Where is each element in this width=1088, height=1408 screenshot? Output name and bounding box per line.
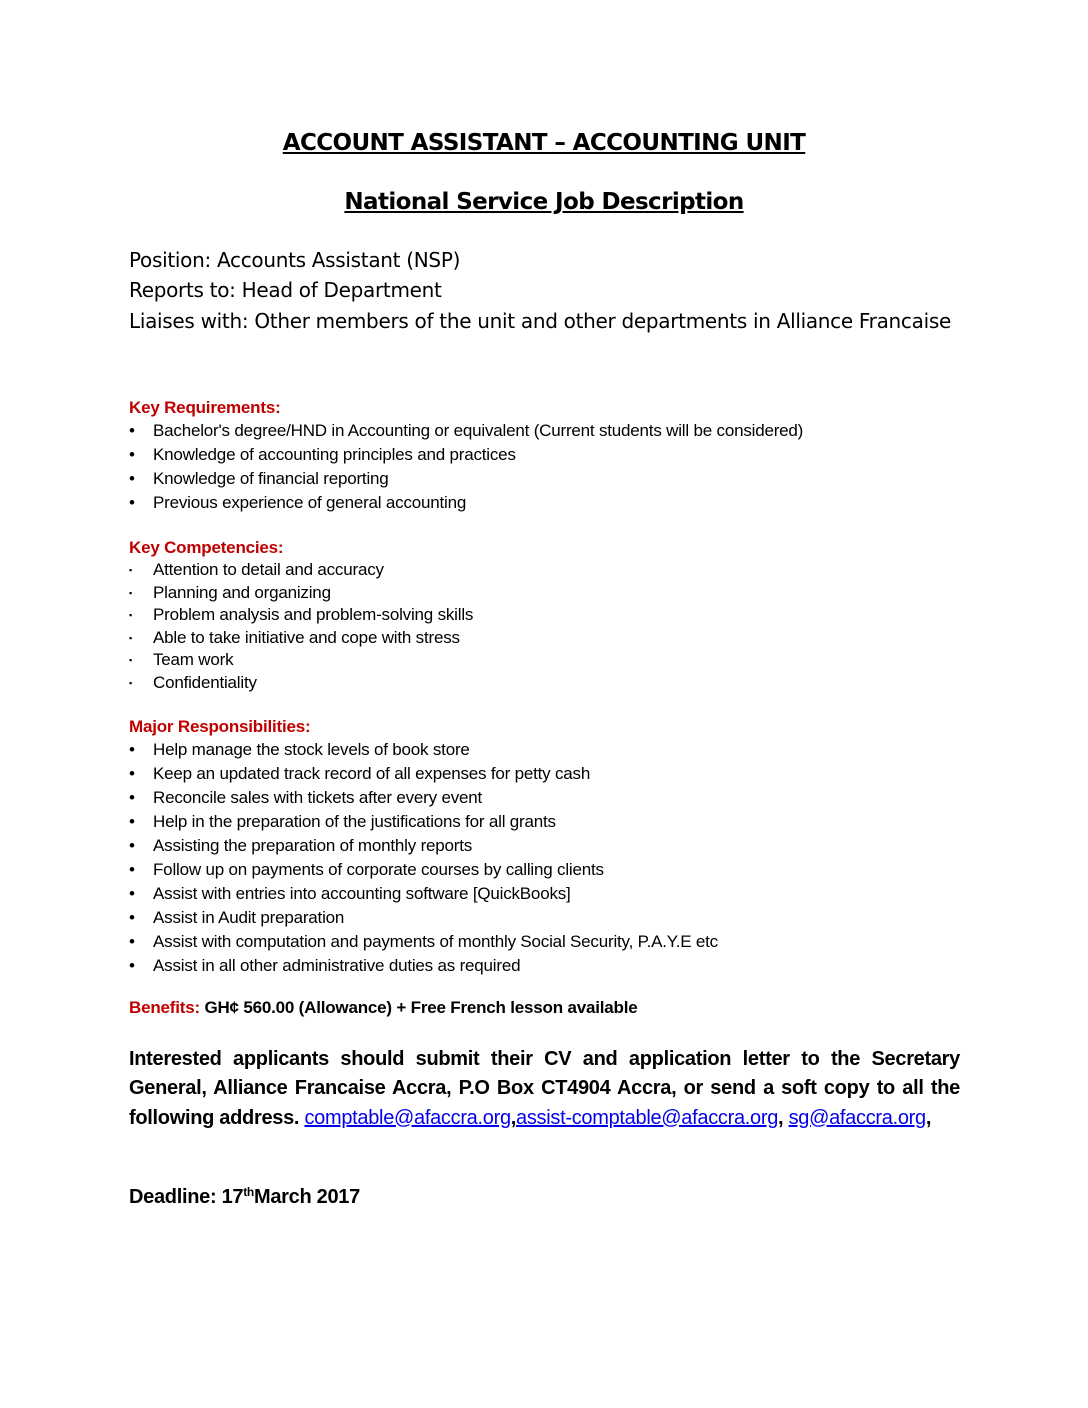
- list-item: ▪ Confidentiality: [129, 672, 960, 695]
- bullet-icon: •: [129, 812, 135, 831]
- competencies-heading: Key Competencies:: [129, 538, 284, 557]
- square-bullet-icon: ▪: [129, 587, 132, 598]
- email-link-assist-comptable[interactable]: assist-comptable@afaccra.org: [516, 1106, 779, 1129]
- list-item: • Bachelor's degree/HND in Accounting or equivalent (Current students will be considered): [129, 419, 960, 443]
- bullet-icon: •: [129, 445, 135, 464]
- list-item: ▪ Team work: [129, 649, 960, 672]
- square-bullet-icon: ▪: [129, 632, 132, 643]
- competencies-list: [129, 559, 960, 695]
- page-title: ACCOUNT ASSISTANT – ACCOUNTING UNIT: [282, 130, 806, 156]
- list-item: • Assist in Audit preparation: [129, 906, 960, 930]
- list-item: • Assist in all other administrative duties as required: [129, 954, 960, 978]
- list-item: • Previous experience of general accounting: [129, 491, 960, 515]
- list-item: ▪ Attention to detail and accuracy: [129, 559, 960, 582]
- bullet-icon: •: [129, 764, 135, 783]
- square-bullet-icon: ▪: [129, 565, 132, 575]
- position-line: Position: Accounts Assistant (NSP): [129, 248, 461, 272]
- list-item: • Assist with computation and payments of monthly Social Security, P.A.Y.E etc: [129, 930, 960, 954]
- deadline-line: Deadline: 17thMarch 2017: [129, 1185, 360, 1208]
- square-bullet-icon: ▪: [129, 610, 132, 621]
- bullet-icon: •: [129, 884, 135, 903]
- bullet-icon: •: [129, 421, 135, 440]
- list-item: • Assisting the preparation of monthly reports: [129, 834, 960, 858]
- liaises-with-line: Liaises with: Other members of the unit and other departments in Alliance Francaise: [129, 309, 951, 333]
- bullet-icon: •: [129, 932, 135, 951]
- bullet-icon: •: [129, 836, 135, 855]
- reports-to-line: Reports to: Head of Department: [129, 278, 442, 302]
- requirements-heading: Key Requirements:: [129, 398, 281, 417]
- list-item: • Keep an updated track record of all expenses for petty cash: [129, 762, 960, 786]
- square-bullet-icon: ▪: [129, 655, 132, 666]
- responsibilities-list: [129, 738, 960, 978]
- bullet-icon: •: [129, 908, 135, 927]
- page-subtitle: National Service Job Description: [344, 189, 744, 215]
- responsibilities-heading: Major Responsibilities:: [129, 717, 311, 736]
- list-item: • Help in the preparation of the justifications for all grants: [129, 810, 960, 834]
- square-bullet-icon: ▪: [129, 677, 132, 688]
- list-item: ▪ Able to take initiative and cope with stress: [129, 627, 960, 650]
- benefits-label: Benefits:: [129, 998, 200, 1017]
- application-paragraph: Interested applicants should submit their CV and application letter to the Secretary General, Alliance Francaise Accra, P.O Box CT4904 Accra, or send a soft copy to all the following address. comptable@afaccra.org,assist-comptable@afaccra.org, sg@afaccra.org,: [129, 1048, 960, 1129]
- bullet-icon: •: [129, 860, 135, 879]
- list-item: • Knowledge of financial reporting: [129, 467, 960, 491]
- requirements-section: [129, 396, 960, 515]
- list-item: ▪ Problem analysis and problem-solving skills: [129, 604, 960, 627]
- benefits-line: [129, 998, 960, 1018]
- benefits-text: GH¢ 560.00 (Allowance) + Free French lesson available: [199, 998, 638, 1017]
- application-text: Interested applicants should submit their CV and application letter to the Secretary General, Alliance Francaise Accra, P.O Box CT4904 Accra, or send a soft copy to all the following address.: [129, 1048, 960, 1129]
- bullet-icon: •: [129, 956, 135, 975]
- requirements-list: [129, 419, 960, 515]
- email-link-comptable[interactable]: comptable@afaccra.org: [304, 1106, 511, 1129]
- bullet-icon: •: [129, 469, 135, 488]
- bullet-icon: •: [129, 493, 135, 512]
- list-item: • Reconcile sales with tickets after every event: [129, 786, 960, 810]
- list-item: • Follow up on payments of corporate courses by calling clients: [129, 858, 960, 882]
- competencies-section: [129, 536, 960, 695]
- responsibilities-section: [129, 715, 960, 978]
- list-item: • Knowledge of accounting principles and practices: [129, 443, 960, 467]
- list-item: • Help manage the stock levels of book store: [129, 738, 960, 762]
- email-link-sg[interactable]: sg@afaccra.org: [788, 1106, 926, 1129]
- bullet-icon: •: [129, 788, 135, 807]
- bullet-icon: •: [129, 740, 135, 759]
- list-item: • Assist with entries into accounting software [QuickBooks]: [129, 882, 960, 906]
- list-item: ▪ Planning and organizing: [129, 582, 960, 605]
